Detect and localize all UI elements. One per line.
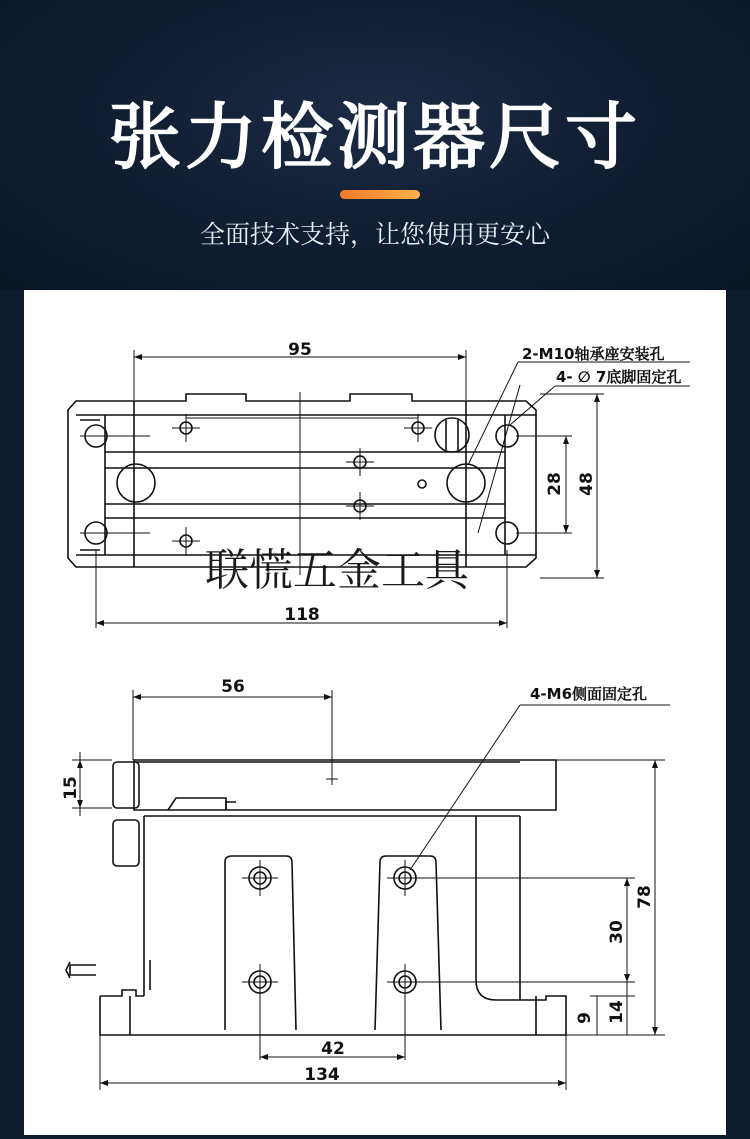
side-view-outline xyxy=(66,760,566,1035)
dim-78: 78 xyxy=(635,885,655,909)
side-view-holes xyxy=(249,867,416,993)
dim-56: 56 xyxy=(221,677,245,697)
dim-9: 9 xyxy=(575,1012,595,1024)
dim-15: 15 xyxy=(61,776,81,800)
dim-28: 28 xyxy=(545,472,565,496)
top-view-holes xyxy=(85,418,518,547)
top-view-outline xyxy=(68,394,536,567)
page-title: 张力检测器尺寸 xyxy=(108,95,641,179)
watermark: 联慌五金工具 xyxy=(205,545,469,596)
dim-134: 134 xyxy=(304,1065,340,1085)
dim-95: 95 xyxy=(288,340,312,360)
label-bearing-holes: 2-M10轴承座安装孔 xyxy=(522,345,665,363)
dim-42: 42 xyxy=(321,1039,345,1059)
title-accent-bar xyxy=(340,190,420,199)
drawing-panel xyxy=(24,290,726,1135)
page-subtitle: 全面技术支持，让您使用更安心 xyxy=(199,220,550,249)
side-view-dimension-lines xyxy=(72,690,670,1090)
dimension-drawing xyxy=(24,290,726,1135)
dim-30: 30 xyxy=(607,920,627,944)
header-banner xyxy=(0,0,750,290)
dim-118: 118 xyxy=(284,605,320,625)
label-side-holes: 4-M6侧面固定孔 xyxy=(530,685,648,703)
side-view-arrows xyxy=(77,694,658,1086)
dim-48: 48 xyxy=(577,472,597,496)
label-foot-holes: 4- ∅ 7底脚固定孔 xyxy=(556,368,682,386)
dim-14: 14 xyxy=(607,1000,627,1024)
